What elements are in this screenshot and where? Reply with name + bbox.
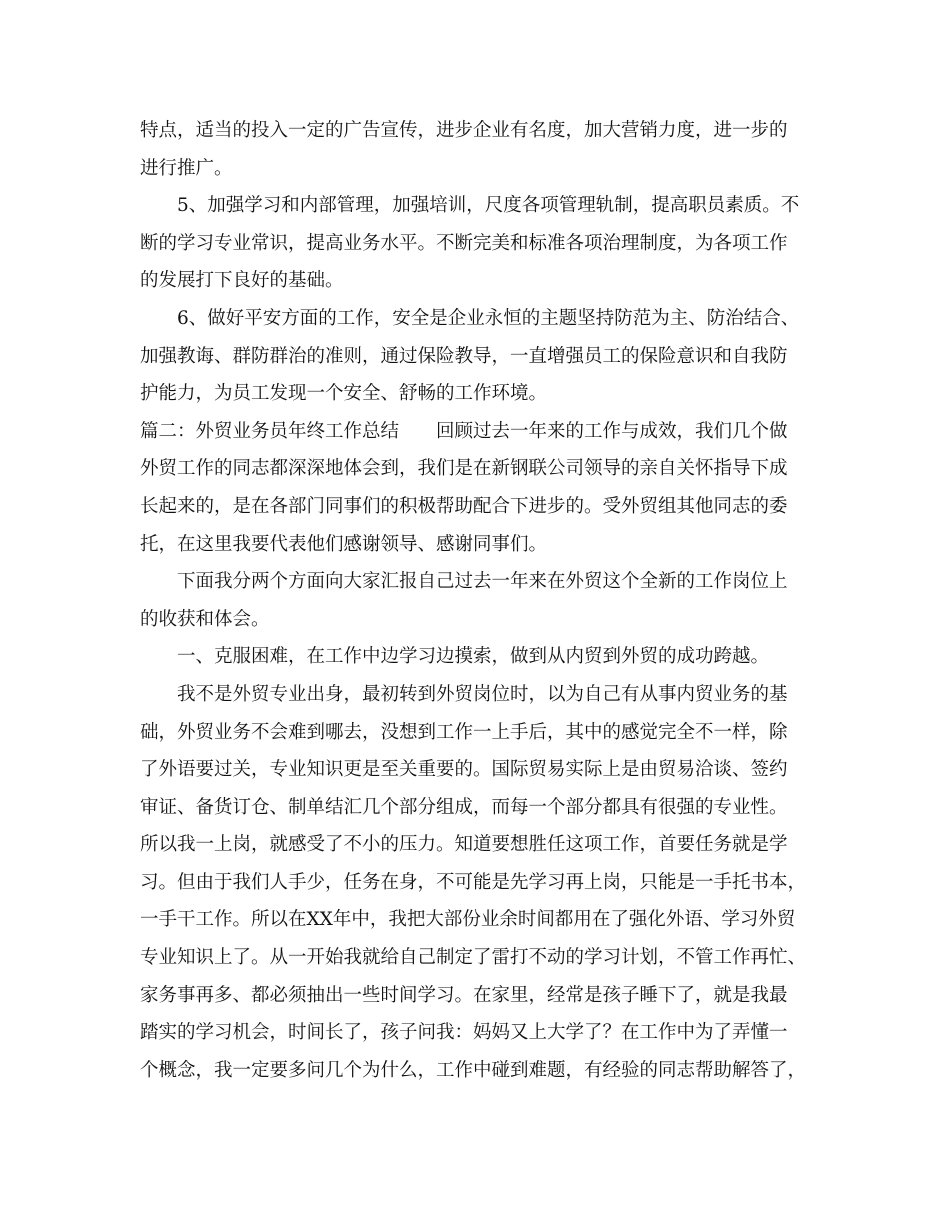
text-line: 进行推广。 [140, 157, 233, 179]
text-line: 所以我一上岗，就感受了不小的压力。知道要想胜任这项工作，首要任务就是学 [140, 834, 788, 856]
text-line: 一、克服困难，在工作中边学习边摸索，做到从内贸到外贸的成功跨越。 [140, 646, 770, 668]
text-line: 我不是外贸专业出身，最初转到外贸岗位时，以为自己有从事内贸业务的基 [140, 683, 788, 705]
text-line: 踏实的学习机会，时间长了，孩子问我：妈妈又上大学了？在工作中为了弄懂一 [140, 1022, 788, 1044]
text-line: 一手干工作。所以在XX年中，我把大部份业余时间都用在了强化外语、学习外贸 [140, 909, 796, 931]
text-line: 的收获和体会。 [140, 608, 270, 630]
text-line: 护能力，为员工发现一个安全、舒畅的工作环境。 [140, 383, 548, 405]
text-line: 专业知识上了。从一开始我就给自己制定了雷打不动的学习计划，不管工作再忙、 [140, 947, 807, 969]
text-line: 下面我分两个方面向大家汇报自己过去一年来在外贸这个全新的工作岗位上 [140, 571, 788, 593]
text-line: 础，外贸业务不会难到哪去，没想到工作一上手后，其中的感觉完全不一样，除 [140, 721, 788, 743]
text-line: 家务事再多、都必须抽出一些时间学习。在家里，经常是孩子睡下了，就是我最 [140, 984, 788, 1006]
text-line: 个概念，我一定要多问几个为什么，工作中碰到难题，有经验的同志帮助解答了， [140, 1059, 807, 1081]
text-line: 了外语要过关，专业知识更是至关重要的。国际贸易实际上是由贸易洽谈、签约 [140, 759, 788, 781]
document-body [140, 112, 810, 1089]
text-line: 长起来的，是在各部门同事们的积极帮助配合下进步的。受外贸组其他同志的委 [140, 495, 788, 517]
text-line: 加强教诲、群防群治的准则，通过保险教导，一直增强员工的保险意识和自我防 [140, 345, 788, 367]
text-line: 审证、备货订仓、制单结汇几个部分组成，而每一个部分都具有很强的专业性。 [140, 796, 788, 818]
text-line: 断的学习专业常识，提高业务水平。不断完美和标准各项治理制度，为各项工作 [140, 232, 788, 254]
text-line: 习。但由于我们人手少，任务在身，不可能是先学习再上岗，只能是一手托书本， [140, 871, 807, 893]
text-line: 6、做好平安方面的工作，安全是企业永恒的主题坚持防范为主、防治结合、 [140, 307, 800, 329]
text-line: 特点，适当的投入一定的广告宣传，进步企业有名度，加大营销力度，进一步的 [140, 120, 788, 141]
section-heading-line: 篇二：外贸业务员年终工作总结 回顾过去一年来的工作与成效，我们几个做 [140, 420, 788, 442]
text-line: 5、加强学习和内部管理，加强培训，尺度各项管理轨制，提高职员素质。不 [140, 195, 800, 217]
text-line: 托，在这里我要代表他们感谢领导、感谢同事们。 [140, 533, 548, 555]
text-line: 的发展打下良好的基础。 [140, 270, 344, 292]
text-line: 外贸工作的同志都深深地体会到，我们是在新钢联公司领导的亲自关怀指导下成 [140, 458, 788, 480]
